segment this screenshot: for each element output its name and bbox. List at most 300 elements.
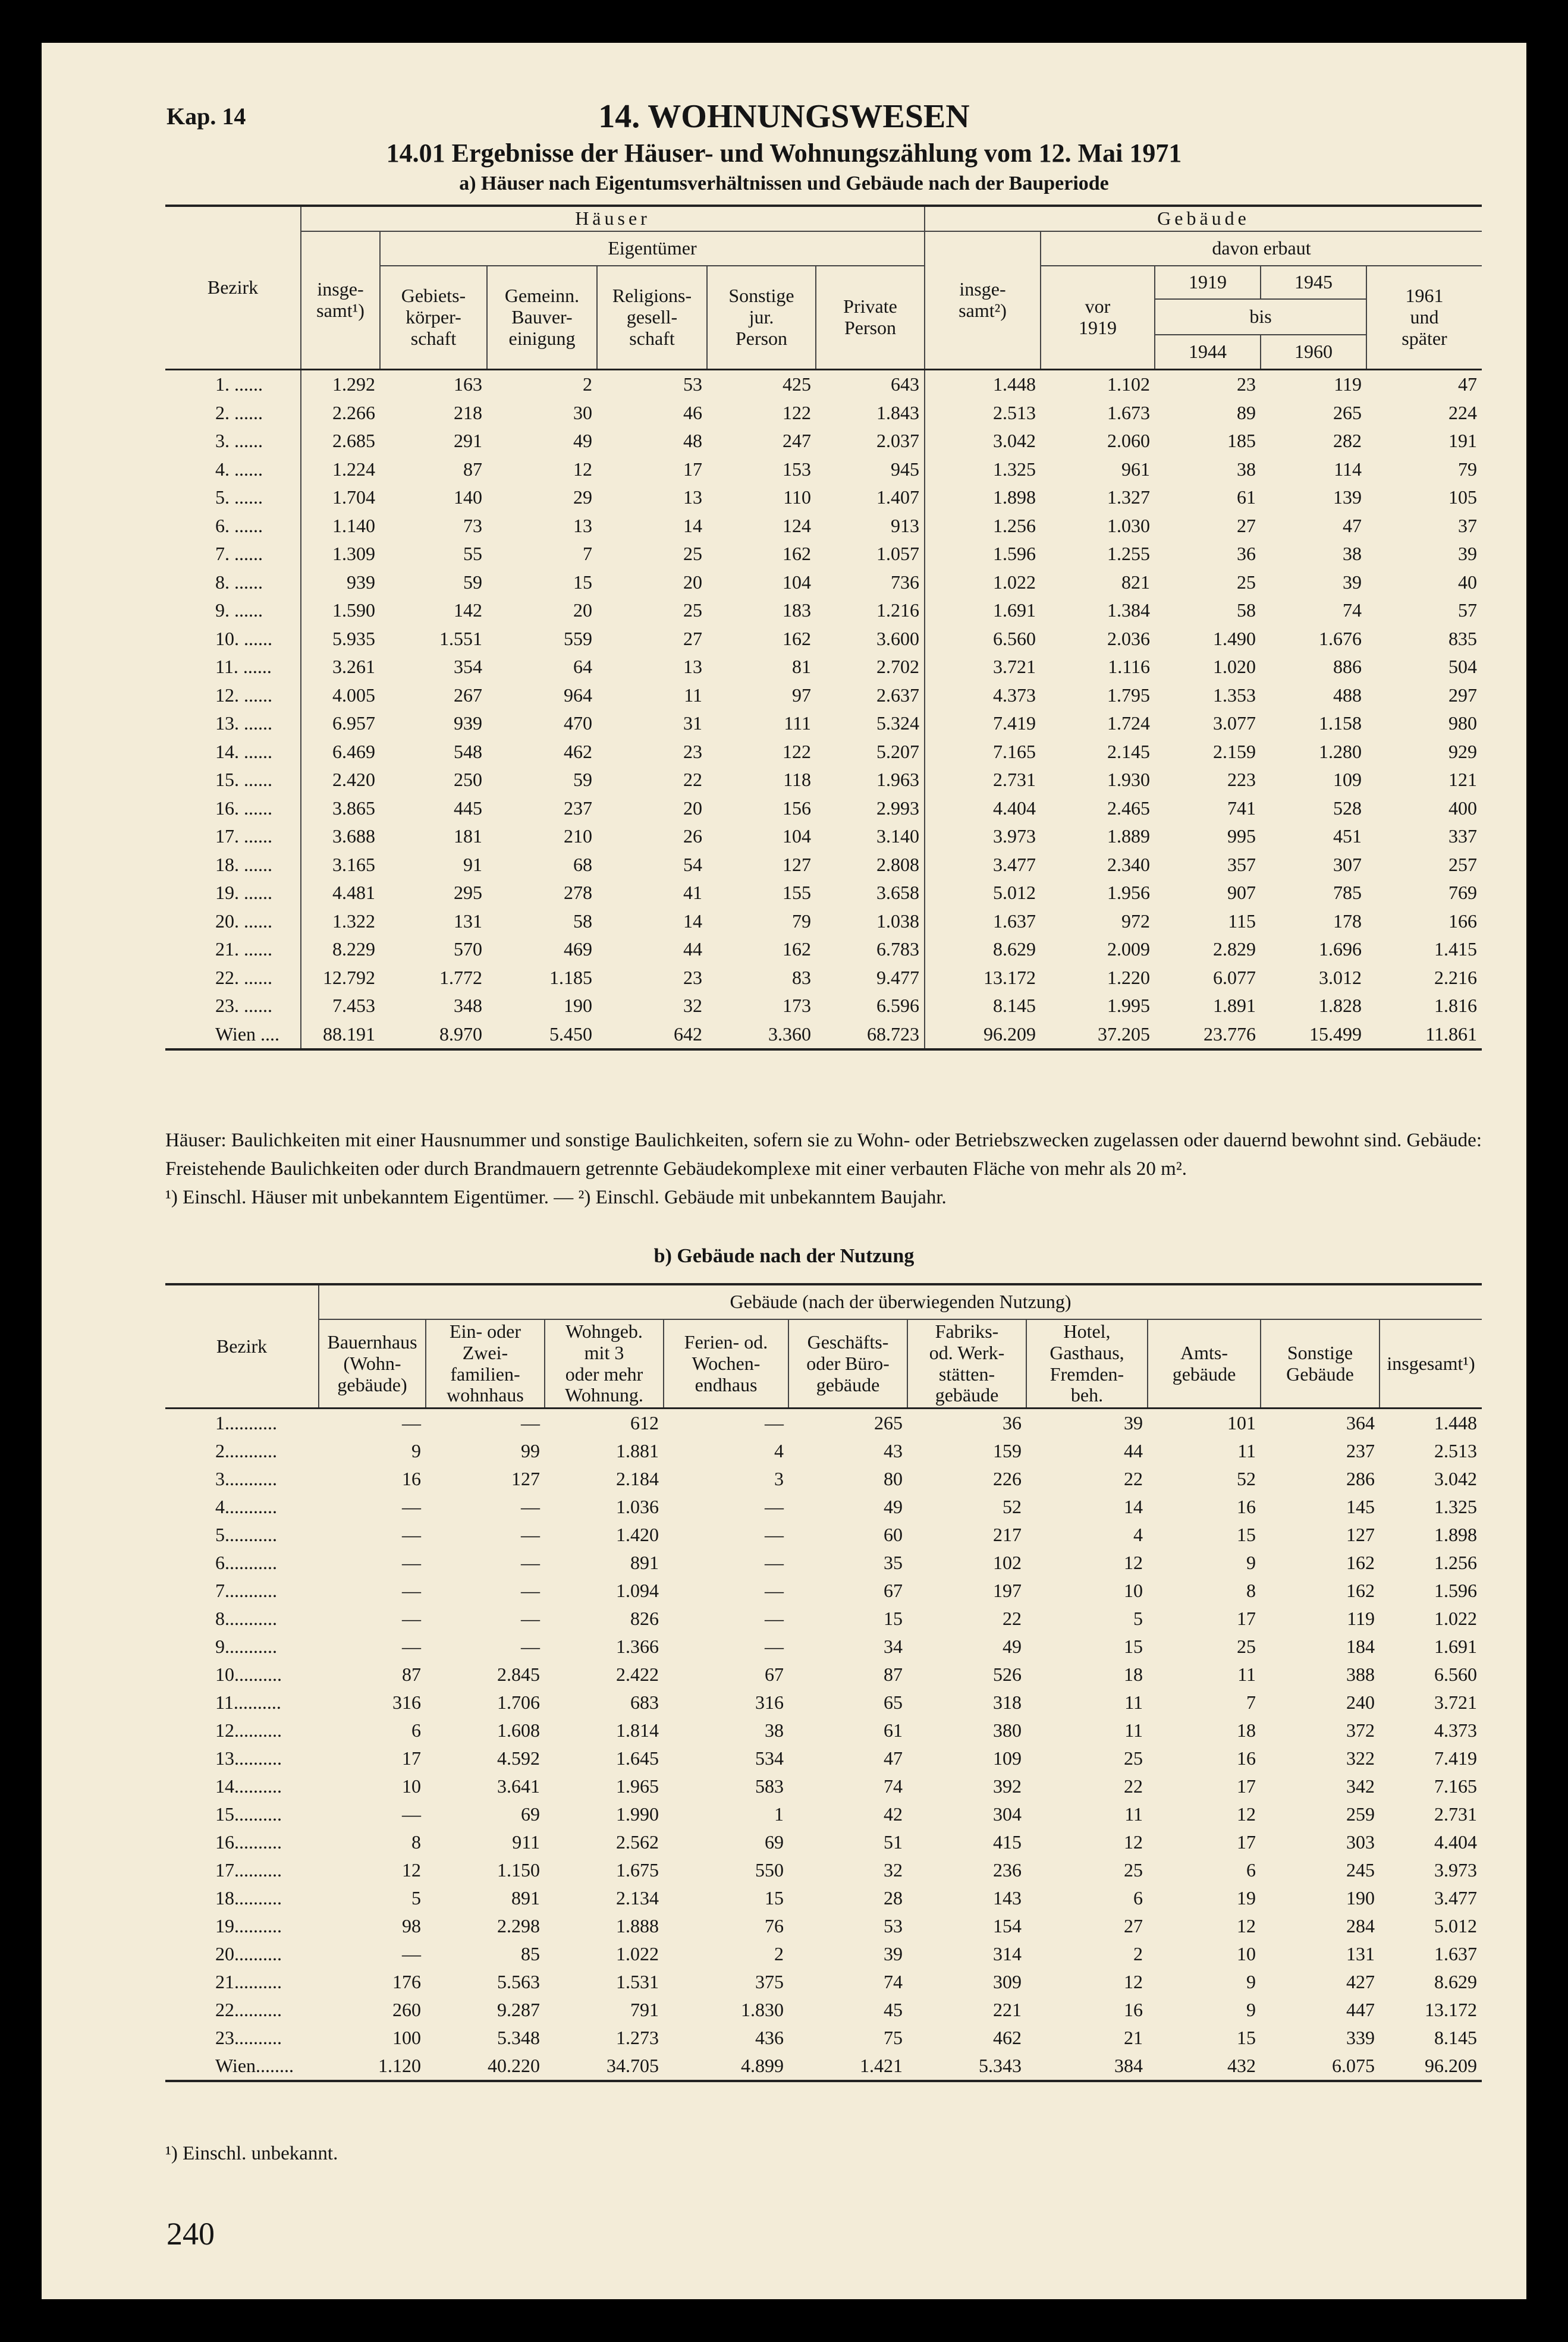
row-label: 10. ......	[215, 627, 272, 649]
table-cell: 13	[683, 486, 702, 508]
row-label: 16..........	[215, 1831, 282, 1853]
table-cell: 47	[1458, 373, 1477, 395]
table-cell: 2.216	[1434, 966, 1477, 988]
table-cell: 22	[1124, 1468, 1143, 1490]
table-cell: 183	[783, 599, 811, 621]
table-cell: 260	[392, 1999, 421, 2021]
table-cell: —	[402, 1636, 421, 1658]
table-cell: 2.134	[616, 1887, 659, 1909]
table-cell: 8.629	[1434, 1971, 1477, 1993]
table-cell: 53	[884, 1915, 903, 1937]
row-label: 14. ......	[215, 740, 272, 762]
table-cell: —	[765, 1496, 784, 1518]
table-cell: 13	[683, 656, 702, 678]
table-cell: 1.881	[616, 1440, 659, 1462]
table-cell: —	[765, 1580, 784, 1602]
table-cell: 1.224	[301, 455, 380, 484]
table-cell: —	[402, 1608, 421, 1630]
row-label: 19. ......	[215, 882, 272, 904]
table-cell: 52	[1237, 1468, 1256, 1490]
table-cell: 3.641	[497, 1775, 540, 1797]
row-label: 16. ......	[215, 797, 272, 819]
table-title: 14.01 Ergebnisse der Häuser- und Wohnungszählung vom 12. Mai 1971	[386, 139, 1182, 168]
table-cell: 245	[1346, 1859, 1375, 1881]
table-cell: 181	[454, 825, 482, 847]
table-cell: 972	[1121, 910, 1150, 932]
table-cell: 1.637	[1434, 1943, 1477, 1965]
table-cell: 7	[1246, 1692, 1256, 1714]
table-cell: 221	[993, 1999, 1022, 2021]
table-row	[165, 2024, 1482, 2052]
table-cell: 57	[1458, 599, 1477, 621]
table-cell: 36	[1237, 543, 1256, 565]
table-cell: 548	[454, 740, 482, 762]
table-cell: 237	[564, 797, 592, 819]
table-cell: 1.325	[925, 455, 1041, 484]
table-cell: 2	[774, 1943, 784, 1965]
table-cell: 18	[1237, 1719, 1256, 1741]
table-row	[165, 568, 1482, 597]
table-cell: 1.551	[439, 627, 482, 649]
table-cell: 140	[454, 486, 482, 508]
row-label: 8...........	[215, 1608, 277, 1630]
table-cell: 153	[783, 458, 811, 480]
table-cell: 534	[755, 1747, 784, 1769]
table-cell: 7.419	[925, 709, 1041, 738]
table-cell: 3.658	[876, 882, 919, 904]
table-cell: 470	[564, 712, 592, 734]
table-cell: 5	[411, 1887, 421, 1909]
row-label: 1. ......	[215, 373, 263, 395]
table-cell: —	[765, 1524, 784, 1546]
table-cell: 46	[683, 401, 702, 423]
table-cell: —	[765, 1412, 784, 1434]
table-cell: 7.453	[301, 992, 380, 1020]
table-cell: 1.691	[925, 596, 1041, 625]
table-cell: 1.637	[925, 907, 1041, 936]
table-cell: —	[521, 1496, 540, 1518]
table-row	[165, 1884, 1482, 1912]
table-cell: 309	[993, 1971, 1022, 1993]
table-cell: 96.209	[1380, 2052, 1482, 2081]
row-label: 15. ......	[215, 769, 272, 791]
table-cell: 14	[683, 910, 702, 932]
table-cell: 488	[1333, 684, 1362, 706]
table-cell: 190	[1346, 1887, 1375, 1909]
table-cell: 154	[993, 1915, 1022, 1937]
table-cell: 44	[1124, 1440, 1143, 1462]
table-row	[165, 596, 1482, 625]
table-cell: 4.481	[301, 879, 380, 907]
table-cell: 100	[392, 2027, 421, 2049]
row-label: 12..........	[215, 1719, 282, 1741]
table-cell: 9	[411, 1440, 421, 1462]
table-cell: 642	[597, 1020, 707, 1050]
table-cell: 4.404	[925, 794, 1041, 823]
table-cell: 2.009	[1107, 938, 1150, 960]
table-cell: 741	[1227, 797, 1256, 819]
table-cell: 37.205	[1041, 1020, 1155, 1050]
table-cell: 12	[1237, 1803, 1256, 1825]
table-cell: 907	[1227, 882, 1256, 904]
table-cell: 322	[1346, 1747, 1375, 1769]
table-cell: 1.057	[876, 543, 919, 565]
table-cell: 11	[1237, 1440, 1256, 1462]
table-cell: 142	[454, 599, 482, 621]
table-cell: 2.420	[301, 766, 380, 794]
table-cell: 250	[454, 769, 482, 791]
table-cell: 14	[683, 514, 702, 536]
table-cell: 785	[1333, 882, 1362, 904]
table-cell: 6.469	[301, 738, 380, 766]
table-cell: 5.348	[497, 2027, 540, 2049]
table-cell: 121	[1448, 769, 1477, 791]
table-cell: 6	[1133, 1887, 1143, 1909]
table-cell: 61	[1237, 486, 1256, 508]
table-row	[165, 709, 1482, 738]
table-cell: 131	[454, 910, 482, 932]
table-cell: 10	[402, 1775, 421, 1797]
table-row	[165, 1996, 1482, 2024]
column-header: Ferien- od. Wochen- endhaus	[664, 1319, 788, 1409]
table-cell: 1.843	[876, 401, 919, 423]
table-cell: —	[402, 1803, 421, 1825]
table-cell: 1.724	[1107, 712, 1150, 734]
table-cell: 2.993	[876, 797, 919, 819]
row-label: 6. ......	[215, 514, 263, 536]
table-cell: 2.845	[497, 1664, 540, 1686]
table-row	[165, 964, 1482, 992]
table-cell: 88.191	[301, 1020, 380, 1050]
table-cell: 1.036	[616, 1496, 659, 1518]
table-cell: 7.165	[925, 738, 1041, 766]
table-cell: 8	[1246, 1580, 1256, 1602]
table-cell: 3.973	[925, 822, 1041, 851]
table-cell: 58	[573, 910, 592, 932]
table-cell: 445	[454, 797, 482, 819]
table-row	[165, 1661, 1482, 1689]
table-cell: 3	[774, 1468, 784, 1490]
table-cell: 1.220	[1107, 966, 1150, 988]
table-cell: 16	[1124, 1999, 1143, 2021]
table-cell: 15	[884, 1608, 903, 1630]
table-cell: 891	[511, 1887, 540, 1909]
page	[42, 43, 1526, 2299]
row-label: 15..........	[215, 1803, 282, 1825]
table-cell: 1.596	[1434, 1580, 1477, 1602]
table-cell: 1.676	[1319, 627, 1362, 649]
table-cell: —	[765, 1552, 784, 1574]
table-cell: 372	[1346, 1719, 1375, 1741]
table-cell: 237	[1346, 1440, 1375, 1462]
table-cell: 388	[1346, 1664, 1375, 1686]
row-label: 9...........	[215, 1636, 277, 1658]
table-cell: 49	[884, 1496, 903, 1518]
table-cell: 68.723	[816, 1020, 925, 1050]
table-cell: 265	[874, 1412, 903, 1434]
table-cell: 21	[1124, 2027, 1143, 2049]
table-cell: 432	[1148, 2052, 1261, 2081]
table-cell: 6.560	[1434, 1664, 1477, 1686]
table-cell: 102	[993, 1552, 1022, 1574]
row-label: 7. ......	[215, 543, 263, 565]
row-label: 22. ......	[215, 966, 272, 988]
table-cell: 2.060	[1107, 430, 1150, 452]
table-row	[165, 1689, 1482, 1717]
table-cell: 342	[1346, 1775, 1375, 1797]
table-cell: 316	[755, 1692, 784, 1714]
table-cell: 2.037	[876, 430, 919, 452]
table-cell: 4.373	[1434, 1719, 1477, 1741]
table-cell: 1.706	[497, 1692, 540, 1714]
table-cell: 122	[783, 401, 811, 423]
table-row	[165, 766, 1482, 794]
table-cell: 15.499	[1261, 1020, 1366, 1050]
table-cell: 1.814	[616, 1719, 659, 1741]
table-cell: 15	[1237, 1524, 1256, 1546]
table-cell: —	[402, 1496, 421, 1518]
table-cell: 1.309	[301, 540, 380, 568]
table-row	[165, 935, 1482, 964]
table-cell: 69	[765, 1831, 784, 1853]
header-sonstige-person: Sonstige jur. Person	[707, 266, 816, 370]
table-cell: 392	[993, 1775, 1022, 1797]
table-cell: 297	[1448, 684, 1477, 706]
table-cell: 6.560	[925, 625, 1041, 653]
table-cell: 39	[1343, 571, 1362, 593]
table-cell: —	[521, 1524, 540, 1546]
table-cell: —	[402, 1552, 421, 1574]
table-row	[165, 851, 1482, 879]
table-cell: 469	[564, 938, 592, 960]
header-private-person: Private Person	[816, 266, 925, 370]
table-cell: 87	[463, 458, 482, 480]
table-cell: 11	[1124, 1692, 1143, 1714]
table-cell: 8.229	[301, 935, 380, 964]
table-cell: 400	[1448, 797, 1477, 819]
table-cell: 3.973	[1434, 1859, 1477, 1881]
table-cell: 791	[630, 1999, 659, 2021]
table-cell: 1.898	[1434, 1524, 1477, 1546]
table-cell: 9	[1246, 1971, 1256, 1993]
table-row	[165, 1493, 1482, 1521]
header-gebaeude-nutzung: Gebäude (nach der überwiegenden Nutzung)	[319, 1284, 1482, 1319]
header-eigentuemer: Eigentümer	[380, 231, 925, 266]
table-cell: 38	[1343, 543, 1362, 565]
table-cell: 61	[884, 1719, 903, 1741]
row-label: 21..........	[215, 1971, 282, 1993]
header-1960: 1960	[1261, 335, 1366, 370]
table-cell: 961	[1121, 458, 1150, 480]
table-cell: 58	[1237, 599, 1256, 621]
table-row	[165, 822, 1482, 851]
footnote-a: ¹) Einschl. Häuser mit unbekanntem Eigentümer. — ²) Einschl. Gebäude mit unbekanntem Baujahr.	[165, 1187, 947, 1208]
table-cell: 25	[1237, 571, 1256, 593]
table-cell: 7.165	[1434, 1775, 1477, 1797]
row-label: 3. ......	[215, 430, 263, 452]
table-cell: 79	[792, 910, 811, 932]
table-row	[165, 455, 1482, 484]
table-row	[165, 625, 1482, 653]
table-cell: 6	[411, 1719, 421, 1741]
column-header: Amts- gebäude	[1148, 1319, 1261, 1409]
column-header: Wohngeb. mit 3 oder mehr Wohnung.	[545, 1319, 664, 1409]
table-cell: 425	[783, 373, 811, 395]
table-cell: 115	[1228, 910, 1256, 932]
table-cell: 60	[884, 1524, 903, 1546]
table-cell: 307	[1333, 853, 1362, 875]
table-cell: 1.596	[925, 540, 1041, 568]
table-cell: 12	[1237, 1915, 1256, 1937]
table-cell: 11	[1124, 1719, 1143, 1741]
table-cell: 47	[1343, 514, 1362, 536]
table-cell: 303	[1346, 1831, 1375, 1853]
table-cell: 364	[1346, 1412, 1375, 1434]
table-cell: 1.590	[301, 596, 380, 625]
table-cell: 447	[1346, 1999, 1375, 2021]
table-cell: 122	[783, 740, 811, 762]
table-cell: 1.891	[1213, 995, 1256, 1017]
table-cell: 1.094	[616, 1580, 659, 1602]
table-cell: 1.673	[1107, 401, 1150, 423]
table-cell: 821	[1121, 571, 1150, 593]
table-cell: 10	[1124, 1580, 1143, 1602]
table-cell: 1.255	[1107, 543, 1150, 565]
table-cell: 1.448	[1434, 1412, 1477, 1434]
table-cell: 131	[1346, 1943, 1375, 1965]
table-cell: 559	[564, 627, 592, 649]
table-cell: 223	[1227, 769, 1256, 791]
table-cell: 8.145	[1434, 2027, 1477, 2049]
table-cell: 1.366	[616, 1636, 659, 1658]
table-cell: 111	[784, 712, 811, 734]
table-cell: 38	[765, 1719, 784, 1741]
header-gebietskoerperschaft: Gebiets- körper- schaft	[380, 266, 487, 370]
table-cell: 40	[1458, 571, 1477, 593]
table-row	[165, 1465, 1482, 1493]
table-cell: 178	[1333, 910, 1362, 932]
table-cell: 2.702	[876, 656, 919, 678]
row-label: 11. ......	[215, 656, 272, 678]
table-cell: 31	[683, 712, 702, 734]
table-cell: 3.012	[1319, 966, 1362, 988]
row-label: 5. ......	[215, 486, 263, 508]
table-cell: 3.042	[925, 427, 1041, 455]
table-cell: 11	[1237, 1664, 1256, 1686]
row-label: Wien........	[165, 2052, 319, 2081]
table-cell: 23	[683, 740, 702, 762]
section-a-title: a) Häuser nach Eigentumsverhältnissen und Gebäude nach der Bauperiode	[459, 172, 1109, 194]
table-cell: 1.327	[1107, 486, 1150, 508]
header-gemeinnuetzig: Gemeinn. Bauver- einigung	[487, 266, 597, 370]
header-haeuser-insgesamt: insge- samt¹)	[301, 231, 380, 370]
header-1961-und-spaeter: 1961 und später	[1366, 266, 1482, 370]
table-cell: 1.158	[1319, 712, 1362, 734]
table-cell: 1.140	[301, 512, 380, 540]
table-cell: 11	[684, 684, 702, 706]
table-cell: 12	[1124, 1831, 1143, 1853]
table-cell: 17	[683, 458, 702, 480]
table-cell: 886	[1333, 656, 1362, 678]
table-cell: 380	[993, 1719, 1022, 1741]
table-row	[165, 681, 1482, 710]
table-building-usage	[165, 1283, 1482, 2082]
header-1944: 1944	[1155, 335, 1261, 370]
table-cell: 826	[630, 1608, 659, 1630]
table-cell: 1.102	[1107, 373, 1150, 395]
table-cell: 462	[564, 740, 592, 762]
table-cell: 87	[884, 1664, 903, 1686]
table-cell: 1.956	[1107, 882, 1150, 904]
table-row	[165, 540, 1482, 568]
table-cell: 64	[573, 656, 592, 678]
row-label: 3...........	[215, 1468, 277, 1490]
table-cell: 34.705	[545, 2052, 664, 2081]
table-cell: 375	[755, 1971, 784, 1993]
table-cell: 37	[1458, 514, 1477, 536]
table-cell: 2.685	[301, 427, 380, 455]
table-cell: 1.830	[741, 1999, 784, 2021]
row-label: 13..........	[215, 1747, 282, 1769]
table-cell: 3.261	[301, 653, 380, 681]
table-cell: 104	[783, 825, 811, 847]
table-cell: 1.965	[616, 1775, 659, 1797]
table-cell: 1.216	[876, 599, 919, 621]
table-row	[165, 1800, 1482, 1828]
table-cell: 34	[884, 1636, 903, 1658]
table-cell: 348	[454, 995, 482, 1017]
header-gebaeude-insgesamt: insge- samt²)	[925, 231, 1041, 370]
table-cell: 13.172	[1425, 1999, 1477, 2021]
table-cell: 12	[1124, 1971, 1143, 1993]
table-cell: 1.772	[439, 966, 482, 988]
table-cell: 226	[993, 1468, 1022, 1490]
table-cell: 4.404	[1434, 1831, 1477, 1853]
table-cell: 39	[884, 1943, 903, 1965]
table-cell: 4.373	[925, 681, 1041, 710]
table-cell: 26	[683, 825, 702, 847]
table-cell: 8.629	[925, 935, 1041, 964]
table-row	[165, 370, 1482, 399]
row-label: 22..........	[215, 1999, 282, 2021]
table-cell: 127	[1346, 1524, 1375, 1546]
table-cell: 278	[564, 882, 592, 904]
table-cell: 1.898	[925, 483, 1041, 512]
table-cell: 97	[792, 684, 811, 706]
table-cell: 27	[683, 627, 702, 649]
table-cell: 3.865	[301, 794, 380, 823]
table-cell: 9	[1246, 1552, 1256, 1574]
table-cell: 75	[884, 2027, 903, 2049]
table-cell: 295	[454, 882, 482, 904]
table-cell: 27	[1124, 1915, 1143, 1937]
table-cell: 145	[1346, 1496, 1375, 1518]
table-row	[165, 1605, 1482, 1633]
row-label: 13. ......	[215, 712, 272, 734]
table-cell: 73	[463, 514, 482, 536]
table-cell: 1.696	[1319, 938, 1362, 960]
row-label: 2...........	[215, 1440, 277, 1462]
header-bis: bis	[1155, 299, 1366, 335]
row-label: 11..........	[215, 1692, 281, 1714]
table-cell: 101	[1227, 1412, 1256, 1434]
table-row	[165, 1912, 1482, 1940]
table-cell: 1.704	[301, 483, 380, 512]
table-cell: 415	[993, 1831, 1022, 1853]
table-cell: 1.420	[616, 1524, 659, 1546]
table-cell: 247	[783, 430, 811, 452]
table-cell: —	[765, 1636, 784, 1658]
